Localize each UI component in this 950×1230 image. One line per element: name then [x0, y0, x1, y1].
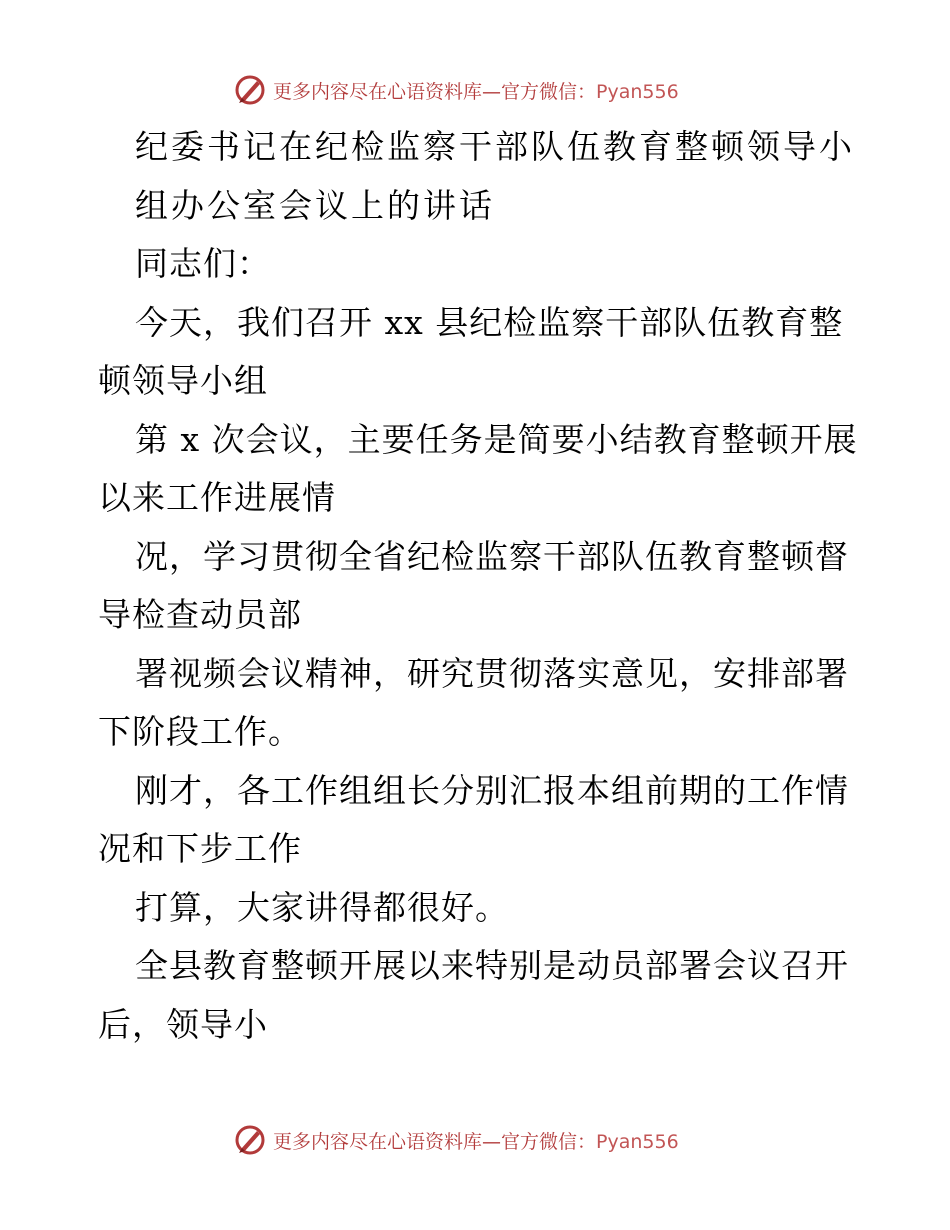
- paragraph-line: 今天，我们召开 xx 县纪检监察干部队伍教育整: [135, 302, 844, 342]
- banner-label: 更多内容尽在心语资料库—官方微信：: [273, 1130, 597, 1153]
- paragraph-line: 全县教育整顿开展以来特别是动员部署会议召开: [135, 946, 849, 985]
- paragraph-line: 刚才，各工作组组长分别汇报本组前期的工作情: [135, 770, 849, 810]
- paragraph-line: 况，学习贯彻全省纪检监察干部队伍教育整顿督: [135, 536, 849, 576]
- footer-banner: [233, 1122, 679, 1158]
- doc-title-line-1: 纪委书记在纪检监察干部队伍教育整顿领导小: [135, 127, 855, 166]
- paragraph-line: 署视频会议精神，研究贯彻落实意见，安排部署: [135, 653, 849, 693]
- banner-text: [273, 1127, 679, 1154]
- banner-label: 更多内容尽在心语资料库—官方微信：: [273, 80, 597, 103]
- salutation: 同志们：: [135, 244, 271, 283]
- document-body: [98, 118, 858, 1054]
- banner-account: Pyan556: [596, 1130, 679, 1153]
- pen-logo-icon: [233, 1123, 267, 1157]
- paragraph-line: 导检查动员部: [98, 595, 302, 634]
- paragraph-line: 以来工作进展情: [98, 478, 336, 517]
- header-banner: [233, 72, 679, 108]
- banner-text: [273, 77, 679, 104]
- paragraph-line: 况和下步工作: [98, 829, 302, 868]
- paragraph-line: 下阶段工作。: [98, 712, 302, 751]
- banner-account: Pyan556: [596, 80, 679, 103]
- paragraph-line: 顿领导小组: [98, 361, 268, 400]
- pen-logo-icon: [233, 73, 267, 107]
- doc-title-line-2: 组办公室会议上的讲话: [135, 185, 495, 225]
- paragraph-line: 打算，大家讲得都很好。: [135, 887, 509, 927]
- paragraph-line: 第 x 次会议，主要任务是简要小结教育整顿开展: [135, 419, 858, 459]
- paragraph-line: 后，领导小: [98, 1004, 268, 1044]
